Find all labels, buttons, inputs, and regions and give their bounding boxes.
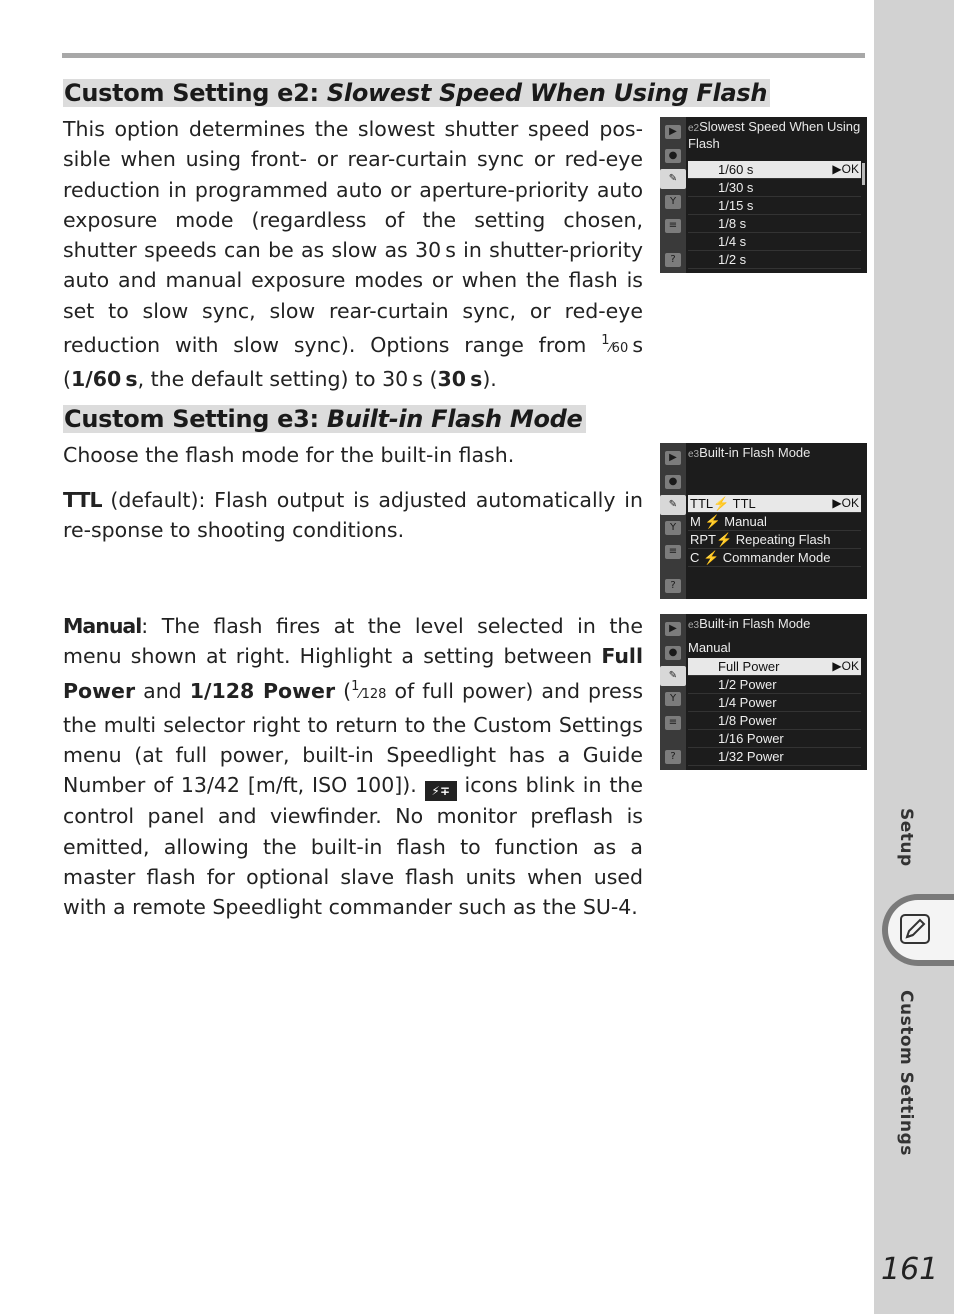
help-icon: ?	[665, 750, 681, 764]
menu-item[interactable]	[688, 748, 861, 766]
menu-item-label: 1/60 s	[718, 162, 754, 177]
menu-item-label: 1/15 s	[718, 198, 754, 213]
menu-item[interactable]	[688, 694, 861, 712]
menu-item[interactable]	[688, 513, 861, 531]
page-number: 161	[881, 1252, 939, 1287]
menu-item-label: 1/8 Power	[718, 713, 777, 728]
menu-screen-e3-manual	[660, 614, 867, 770]
camera-icon: ●	[665, 646, 681, 660]
menu-item[interactable]	[688, 712, 861, 730]
play-icon: ▶	[665, 451, 681, 465]
menu-item[interactable]	[688, 531, 861, 549]
menu-item-label: 1/2 Power	[718, 677, 777, 692]
menu-item-label: TTL⚡ TTL	[690, 496, 756, 511]
menu-item[interactable]	[688, 233, 861, 251]
play-icon: ▶	[665, 125, 681, 139]
paragraph-e2: This option determines the slowest shutter speed pos-sible when using front- or rear-curtain sync or red-eye reduction in programmed auto or aperture-priority auto exposure mode (regardless of the setting chosen, shutter speeds can be as slow as 30 s in shutter-priority auto and manual exposure modes or when the flash is set to slow sync, slow rear-curtain sync, or red-eye reduction with slow sync). Options range from $^1$⁄60 s (1/60 s, the default setting) to 30 s (30 s).	[63, 117, 643, 392]
menu-item-label: 1/32 Power	[718, 749, 784, 764]
menu-sidebar	[660, 117, 686, 273]
ok-indicator: ▶OK	[832, 496, 859, 510]
menu-item[interactable]	[688, 179, 861, 197]
wrench-icon: Y	[665, 195, 681, 209]
menu-sidebar	[660, 614, 686, 770]
menu-item[interactable]	[688, 161, 861, 179]
ok-indicator: ▶OK	[832, 659, 859, 673]
menu-item-label: 1/4 s	[718, 234, 747, 249]
menu-item[interactable]	[688, 658, 861, 676]
list-icon: ≡	[665, 716, 681, 730]
menu-title: e3Built-in Flash Mode	[688, 616, 811, 631]
flash-compensation-icon: ⚡∓	[425, 781, 457, 801]
heading-e3: Custom Setting e3: Built-in Flash Mode	[63, 405, 586, 433]
menu-item-label: Full Power	[718, 659, 780, 674]
wrench-icon: Y	[665, 521, 681, 535]
menu-title: e3Built-in Flash Mode	[688, 445, 811, 460]
menu-item-label: RPT⚡ Repeating Flash	[690, 532, 831, 547]
wrench-icon: Y	[665, 692, 681, 706]
top-rule	[62, 53, 865, 58]
scrollbar	[862, 163, 865, 185]
menu-item-label: 1/2 s	[718, 252, 747, 267]
menu-item-label: M ⚡ Manual	[690, 514, 767, 529]
tab-setup: Setup	[896, 808, 916, 867]
paragraph-e3-intro: Choose the flash mode for the built-in flash.	[63, 443, 515, 467]
camera-icon: ●	[665, 149, 681, 163]
ok-indicator: ▶OK	[832, 162, 859, 176]
menu-item[interactable]	[688, 215, 861, 233]
pencil-icon: ✎	[660, 666, 686, 686]
play-icon: ▶	[665, 622, 681, 636]
pencil-icon: ✎	[660, 169, 686, 189]
menu-item-label: 1/4 Power	[718, 695, 777, 710]
paragraph-ttl: TTL (default): Flash output is adjusted automatically in re-sponse to shooting conditions.	[63, 488, 643, 543]
menu-title: e2Slowest Speed When Using Flash	[688, 119, 861, 151]
menu-item[interactable]	[688, 251, 861, 269]
list-icon: ≡	[665, 219, 681, 233]
menu-screen-e3	[660, 443, 867, 599]
menu-item[interactable]	[688, 197, 861, 215]
help-icon: ?	[665, 253, 681, 267]
camera-icon: ●	[665, 475, 681, 489]
menu-sidebar	[660, 443, 686, 599]
tab-custom-settings: Custom Settings	[896, 990, 916, 1156]
menu-item[interactable]	[688, 495, 861, 513]
pencil-icon: ✎	[660, 495, 686, 515]
menu-item-label: C ⚡ Commander Mode	[690, 550, 831, 565]
menu-screen-e2	[660, 117, 867, 273]
paragraph-manual: Manual: The flash fires at the level selected in the menu shown at right. Highlight a setting between Full Power and 1/128 Power ($^1$⁄128 of full power) and press the multi selector right to return to the Custom Settings menu (at full power, built-in Speedlight has a Guide Number of 13/42 [m/ft, ISO 100]). ⚡∓ icons blink in the control panel and viewfinder. No monitor preflash is emitted, allowing the built-in flash to function as a master flash for optional slave flash units when used with a remote Speedlight commander such as the SU-4.	[63, 614, 643, 920]
list-icon: ≡	[665, 545, 681, 559]
pencil-icon	[898, 912, 932, 946]
menu-item-label: 1/30 s	[718, 180, 754, 195]
heading-e2: Custom Setting e2: Slowest Speed When Using Flash	[63, 79, 770, 107]
menu-item[interactable]	[688, 676, 861, 694]
menu-item[interactable]	[688, 549, 861, 567]
menu-item[interactable]	[688, 730, 861, 748]
menu-subtitle: Manual	[688, 640, 731, 655]
menu-item-label: 1/8 s	[718, 216, 747, 231]
help-icon: ?	[665, 579, 681, 593]
menu-item-label: 1/16 Power	[718, 731, 784, 746]
